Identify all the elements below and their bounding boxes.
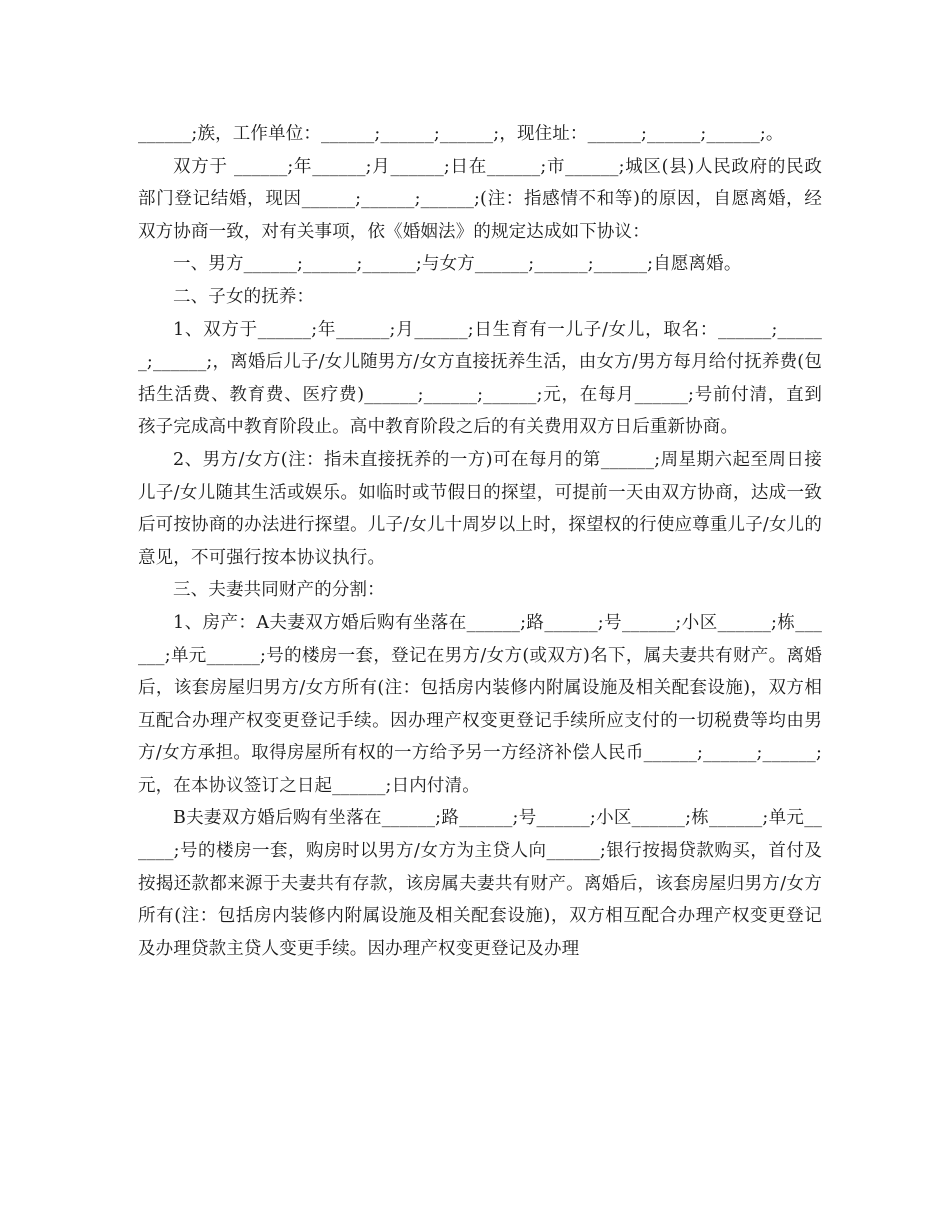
paragraph-child-support: 1、双方于______;年______;月______;日生育有一儿子/女儿，取名：______;______;______;，离婚后儿子/女儿随男方/女方直接抚养生活，由女方/男方每月给付抚养费(包括生活费、教育费、医疗费)______;______;______;元，在每月______;号前付清，直到孩子完成高中教育阶段止。高中教育阶段之后的有关费用双方日后重新协商。: [138, 319, 822, 438]
paragraph-marriage-registration: 双方于 ______;年______;月______;日在______;市______;城区(县)人民政府的民政部门登记结婚，现因______;______;______;(注：指感情不和等)的原因，自愿离婚，经双方协商一致，对有关事项，依《婚姻法》的规定达成如下协议：: [138, 156, 822, 242]
section-heading-child-custody: 二、子女的抚养：: [173, 286, 315, 307]
paragraph-property-house-a: 1、房产：A夫妻双方婚后购有坐落在______;路______;号______;小区______;栋______;单元______;号的楼房一套，登记在男方/女方(或双方)名下，属夫妻共有财产。离婚后，该套房屋归男方/女方所有(注：包括房内装修内附属设施及相关配套设施)，双方相互配合办理产权变更登记手续。因办理产权变更登记手续所应支付的一切税费等均由男方/女方承担。取得房屋所有权的一方给予另一方经济补偿人民币______;______;______;元，在本协议签订之日起______;日内付清。: [138, 612, 822, 796]
paragraph-property-house-b: B夫妻双方婚后购有坐落在______;路______;号______;小区______;栋______;单元______;号的楼房一套，购房时以男方/女方为主贷人向______;银行按揭贷款购买，首付及按揭还款都来源于夫妻共有存款，该房属夫妻共有财产。离婚后，该套房屋归男方/女方所有(注：包括房内装修内附属设施及相关配套设施)，双方相互配合办理产权变更登记及办理贷款主贷人变更手续。因办理产权变更登记及办理: [138, 808, 822, 959]
document-body: [138, 118, 822, 965]
paragraph-clause-1-divorce: 一、男方______;______;______;与女方______;______;______;自愿离婚。: [173, 254, 742, 275]
paragraph-visitation: 2、男方/女方(注：指未直接抚养的一方)可在每月的第______;周星期六起至周日接儿子/女儿随其生活或娱乐。如临时或节假日的探望，可提前一天由双方协商，达成一致后可按协商的办法进行探望。儿子/女儿十周岁以上时，探望权的行使应尊重儿子/女儿的意见，不可强行按本协议执行。: [138, 449, 822, 568]
section-heading-property-division: 三、夫妻共同财产的分割：: [173, 580, 385, 601]
paragraph-party-details: ______;族，工作单位：______;______;______;，现住址：______;______;______;。: [138, 124, 784, 144]
